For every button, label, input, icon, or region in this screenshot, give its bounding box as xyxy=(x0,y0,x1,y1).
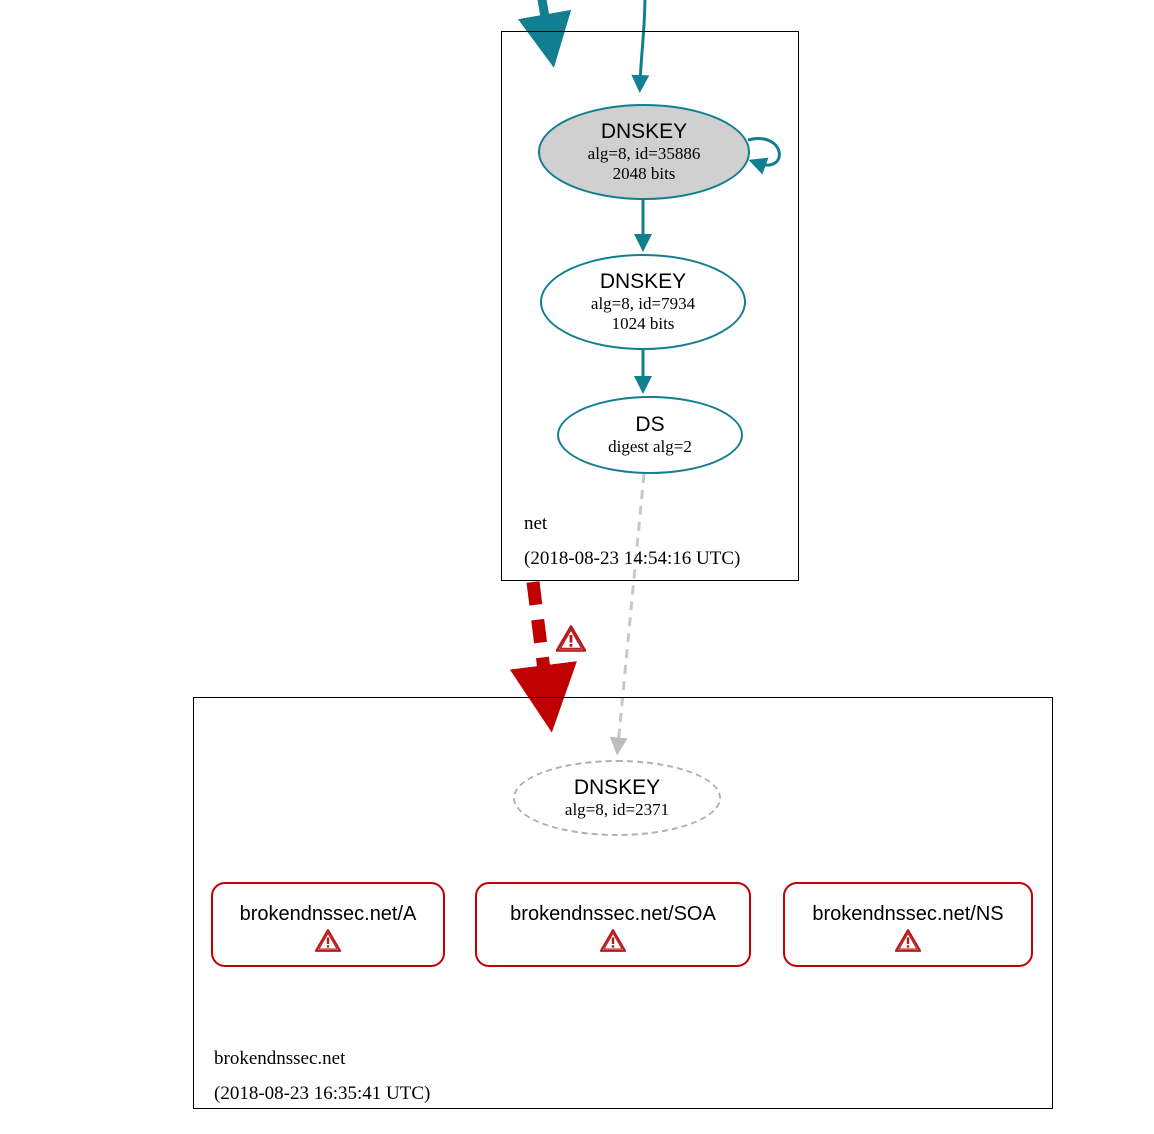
node-title: DS xyxy=(635,412,665,436)
zone-label-net: net xyxy=(524,513,548,534)
node-keyinfo: alg=8, id=35886 xyxy=(587,143,701,163)
node-title: DNSKEY xyxy=(600,119,688,143)
node-keyinfo: alg=8, id=7934 xyxy=(590,293,696,313)
node-dnskey-ksk-net[interactable] xyxy=(538,104,750,200)
node-dnskey-zsk-net[interactable] xyxy=(540,254,746,350)
edge-bogus-delegation xyxy=(533,582,546,686)
edge-incoming-left xyxy=(541,0,548,34)
node-dnskey-brokendnssec[interactable] xyxy=(513,760,721,836)
warning-triangle-icon-soa xyxy=(600,929,626,952)
rrset-brokendnssec-a[interactable] xyxy=(211,882,445,967)
rrset-label: brokendnssec.net/NS xyxy=(812,903,1004,925)
node-title: DNSKEY xyxy=(573,775,661,799)
warning-triangle-icon-a xyxy=(315,929,341,952)
zone-label-brokendnssec: brokendnssec.net xyxy=(214,1048,346,1069)
node-keysize: 1024 bits xyxy=(611,314,675,334)
zone-timestamp-brokendnssec: (2018-08-23 16:35:41 UTC) xyxy=(214,1083,431,1104)
warning-triangle-icon-delegation xyxy=(556,625,586,652)
node-title: DNSKEY xyxy=(599,269,687,293)
node-ds-net[interactable] xyxy=(557,396,743,474)
node-keyinfo: alg=8, id=2371 xyxy=(564,799,670,819)
rrset-label: brokendnssec.net/A xyxy=(239,903,417,925)
rrset-brokendnssec-ns[interactable] xyxy=(783,882,1033,967)
warning-triangle-icon-ns xyxy=(895,929,921,952)
zone-timestamp-net: (2018-08-23 14:54:16 UTC) xyxy=(524,548,741,569)
rrset-brokendnssec-soa[interactable] xyxy=(475,882,751,967)
rrset-label: brokendnssec.net/SOA xyxy=(510,903,716,925)
node-keysize: 2048 bits xyxy=(612,164,676,184)
node-digestalg: digest alg=2 xyxy=(608,436,692,456)
